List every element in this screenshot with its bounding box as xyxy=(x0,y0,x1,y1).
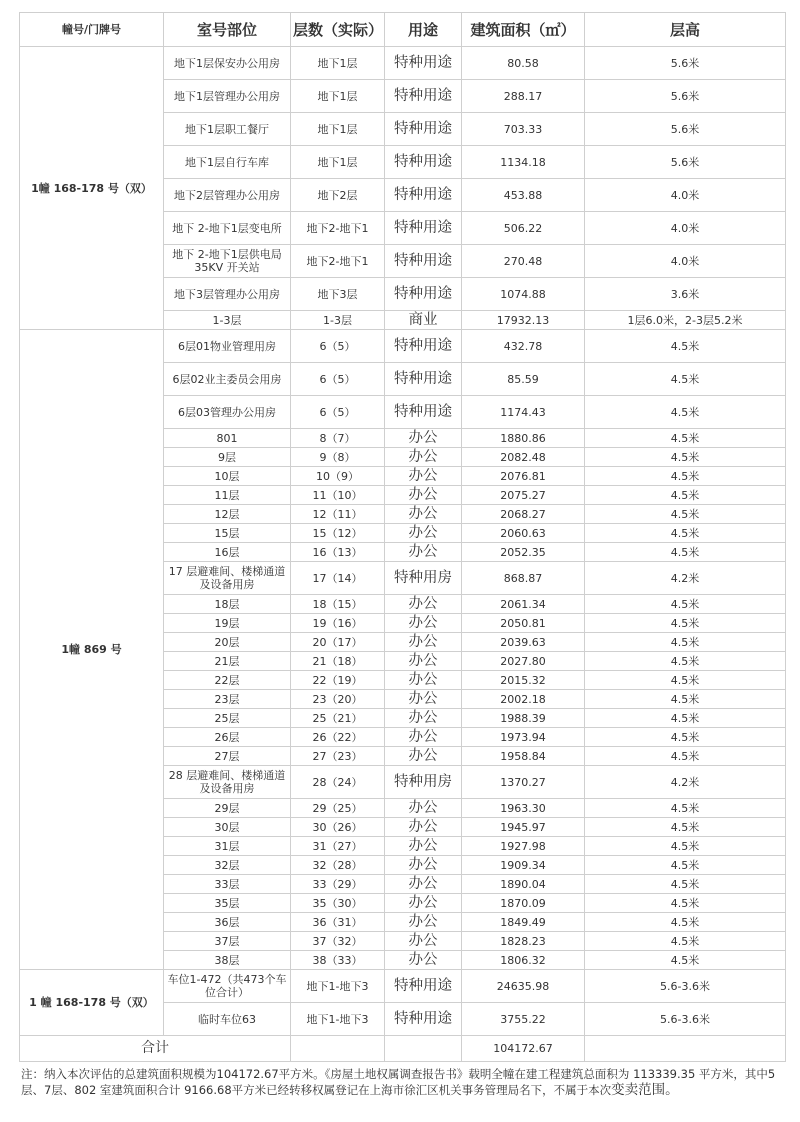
floor-cell: 36（31） xyxy=(291,913,385,932)
height-cell: 4.5米 xyxy=(585,396,786,429)
room-cell: 19层 xyxy=(164,614,291,633)
use-cell: 特种用途 xyxy=(385,146,462,179)
area-cell: 85.59 xyxy=(462,363,585,396)
use-cell: 特种用途 xyxy=(385,1003,462,1036)
room-cell: 地下1层保安办公用房 xyxy=(164,47,291,80)
floor-cell: 地下1层 xyxy=(291,113,385,146)
height-cell: 4.5米 xyxy=(585,747,786,766)
height-cell: 4.5米 xyxy=(585,429,786,448)
height-cell: 4.5米 xyxy=(585,690,786,709)
height-cell: 4.5米 xyxy=(585,894,786,913)
room-cell: 21层 xyxy=(164,652,291,671)
height-cell: 4.0米 xyxy=(585,245,786,278)
height-cell: 4.5米 xyxy=(585,543,786,562)
area-cell: 2027.80 xyxy=(462,652,585,671)
area-cell: 2076.81 xyxy=(462,467,585,486)
floor-cell: 6（5） xyxy=(291,396,385,429)
area-cell: 1958.84 xyxy=(462,747,585,766)
use-cell: 特种用途 xyxy=(385,113,462,146)
floor-cell: 地下1-地下3 xyxy=(291,970,385,1003)
room-cell: 38层 xyxy=(164,951,291,970)
room-cell: 6层02业主委员会用房 xyxy=(164,363,291,396)
area-cell: 80.58 xyxy=(462,47,585,80)
height-cell: 4.5米 xyxy=(585,818,786,837)
use-cell: 办公 xyxy=(385,818,462,837)
area-cell: 2061.34 xyxy=(462,595,585,614)
room-cell: 11层 xyxy=(164,486,291,505)
use-cell: 办公 xyxy=(385,747,462,766)
floor-cell: 28（24） xyxy=(291,766,385,799)
area-cell: 2039.63 xyxy=(462,633,585,652)
room-cell: 6层01物业管理用房 xyxy=(164,330,291,363)
room-cell: 35层 xyxy=(164,894,291,913)
height-cell: 4.5米 xyxy=(585,614,786,633)
use-cell: 商业 xyxy=(385,311,462,330)
floor-cell: 10（9） xyxy=(291,467,385,486)
use-cell: 办公 xyxy=(385,543,462,562)
total-area: 104172.67 xyxy=(462,1036,585,1062)
room-cell: 23层 xyxy=(164,690,291,709)
floor-cell: 地下2-地下1 xyxy=(291,245,385,278)
height-cell: 4.5米 xyxy=(585,799,786,818)
floor-cell: 32（28） xyxy=(291,856,385,875)
room-cell: 22层 xyxy=(164,671,291,690)
use-cell: 办公 xyxy=(385,875,462,894)
floor-cell: 16（13） xyxy=(291,543,385,562)
header-row xyxy=(20,13,786,47)
use-cell: 特种用途 xyxy=(385,970,462,1003)
header-room: 室号部位 xyxy=(164,13,291,47)
room-cell: 801 xyxy=(164,429,291,448)
room-cell: 临时车位63 xyxy=(164,1003,291,1036)
height-cell: 4.0米 xyxy=(585,212,786,245)
room-cell: 地下1层自行车库 xyxy=(164,146,291,179)
floor-cell: 30（26） xyxy=(291,818,385,837)
use-cell: 办公 xyxy=(385,709,462,728)
area-cell: 1074.88 xyxy=(462,278,585,311)
room-cell: 地下1层职工餐厅 xyxy=(164,113,291,146)
footnote-text: 注：纳入本次评估的总建筑面积规模为104172.67平方米。《房屋土地权属调查报告书》载明全幢在建工程建筑总面积为 113339.35 平方米，其中5层、7层、802 室建筑面积合计 9166.68平方米已经转移权属登记在上海市徐汇区机关事务管理局名下，不属于本次 xyxy=(21,1067,776,1097)
header-use: 用途 xyxy=(385,13,462,47)
area-cell: 3755.22 xyxy=(462,1003,585,1036)
area-cell: 1945.97 xyxy=(462,818,585,837)
use-cell: 特种用途 xyxy=(385,363,462,396)
area-cell: 2015.32 xyxy=(462,671,585,690)
floor-cell: 地下2层 xyxy=(291,179,385,212)
floor-cell: 地下2-地下1 xyxy=(291,212,385,245)
room-cell: 25层 xyxy=(164,709,291,728)
room-cell: 30层 xyxy=(164,818,291,837)
height-cell: 4.5米 xyxy=(585,856,786,875)
use-cell: 办公 xyxy=(385,932,462,951)
use-cell: 特种用途 xyxy=(385,396,462,429)
use-cell: 办公 xyxy=(385,837,462,856)
use-cell: 办公 xyxy=(385,690,462,709)
use-cell: 办公 xyxy=(385,614,462,633)
height-cell: 4.2米 xyxy=(585,766,786,799)
area-cell: 1134.18 xyxy=(462,146,585,179)
floor-cell: 地下1层 xyxy=(291,80,385,113)
floor-cell: 12（11） xyxy=(291,505,385,524)
height-cell: 3.6米 xyxy=(585,278,786,311)
header-building: 幢号/门牌号 xyxy=(20,13,164,47)
use-cell: 办公 xyxy=(385,448,462,467)
area-cell: 1973.94 xyxy=(462,728,585,747)
floor-cell: 27（23） xyxy=(291,747,385,766)
empty-cell xyxy=(291,1036,385,1062)
use-cell: 办公 xyxy=(385,913,462,932)
use-cell: 特种用途 xyxy=(385,330,462,363)
floor-cell: 9（8） xyxy=(291,448,385,467)
use-cell: 办公 xyxy=(385,595,462,614)
use-cell: 办公 xyxy=(385,467,462,486)
document xyxy=(19,12,785,1098)
height-cell: 4.5米 xyxy=(585,837,786,856)
area-cell: 2082.48 xyxy=(462,448,585,467)
height-cell: 5.6米 xyxy=(585,113,786,146)
height-cell: 5.6-3.6米 xyxy=(585,970,786,1003)
use-cell: 特种用途 xyxy=(385,245,462,278)
room-cell: 33层 xyxy=(164,875,291,894)
floor-cell: 15（12） xyxy=(291,524,385,543)
room-cell: 地下1层管理办公用房 xyxy=(164,80,291,113)
area-cell: 868.87 xyxy=(462,562,585,595)
area-cell: 17932.13 xyxy=(462,311,585,330)
height-cell: 4.5米 xyxy=(585,728,786,747)
area-cell: 1828.23 xyxy=(462,932,585,951)
area-cell: 1370.27 xyxy=(462,766,585,799)
floor-cell: 35（30） xyxy=(291,894,385,913)
use-cell: 办公 xyxy=(385,486,462,505)
use-cell: 办公 xyxy=(385,894,462,913)
floor-cell: 26（22） xyxy=(291,728,385,747)
room-cell: 20层 xyxy=(164,633,291,652)
floor-cell: 38（33） xyxy=(291,951,385,970)
height-cell: 4.5米 xyxy=(585,486,786,505)
floor-cell: 22（19） xyxy=(291,671,385,690)
room-cell: 17 层避难间、楼梯通道及设备用房 xyxy=(164,562,291,595)
room-cell: 36层 xyxy=(164,913,291,932)
floor-cell: 1-3层 xyxy=(291,311,385,330)
header-area: 建筑面积（㎡） xyxy=(462,13,585,47)
area-cell: 703.33 xyxy=(462,113,585,146)
area-cell: 432.78 xyxy=(462,330,585,363)
room-cell: 32层 xyxy=(164,856,291,875)
room-cell: 地下2层管理办公用房 xyxy=(164,179,291,212)
header-floor: 层数（实际） xyxy=(291,13,385,47)
height-cell: 4.5米 xyxy=(585,363,786,396)
height-cell: 4.5米 xyxy=(585,448,786,467)
use-cell: 特种用房 xyxy=(385,562,462,595)
room-cell: 9层 xyxy=(164,448,291,467)
room-cell: 18层 xyxy=(164,595,291,614)
floor-cell: 地下1层 xyxy=(291,146,385,179)
use-cell: 办公 xyxy=(385,799,462,818)
area-cell: 270.48 xyxy=(462,245,585,278)
height-cell: 4.5米 xyxy=(585,467,786,486)
room-cell: 6层03管理办公用房 xyxy=(164,396,291,429)
room-cell: 1-3层 xyxy=(164,311,291,330)
height-cell: 5.6-3.6米 xyxy=(585,1003,786,1036)
height-cell: 4.5米 xyxy=(585,652,786,671)
height-cell: 4.0米 xyxy=(585,179,786,212)
height-cell: 5.6米 xyxy=(585,146,786,179)
use-cell: 办公 xyxy=(385,951,462,970)
room-cell: 26层 xyxy=(164,728,291,747)
floor-cell: 6（5） xyxy=(291,363,385,396)
area-cell: 2075.27 xyxy=(462,486,585,505)
height-cell: 4.5米 xyxy=(585,913,786,932)
area-cell: 453.88 xyxy=(462,179,585,212)
total-label: 合计 xyxy=(20,1036,291,1062)
floor-cell: 6（5） xyxy=(291,330,385,363)
area-cell: 1890.04 xyxy=(462,875,585,894)
floor-cell: 20（17） xyxy=(291,633,385,652)
room-cell: 31层 xyxy=(164,837,291,856)
building-cell: 1幢 869 号 xyxy=(20,330,164,970)
area-cell: 1880.86 xyxy=(462,429,585,448)
empty-cell xyxy=(585,1036,786,1062)
area-cell: 1174.43 xyxy=(462,396,585,429)
use-cell: 特种用途 xyxy=(385,278,462,311)
area-cell: 2060.63 xyxy=(462,524,585,543)
area-cell: 2052.35 xyxy=(462,543,585,562)
area-table xyxy=(19,12,786,1062)
floor-cell: 地下3层 xyxy=(291,278,385,311)
area-cell: 2050.81 xyxy=(462,614,585,633)
use-cell: 特种用途 xyxy=(385,47,462,80)
area-cell: 1963.30 xyxy=(462,799,585,818)
floor-cell: 19（16） xyxy=(291,614,385,633)
area-cell: 506.22 xyxy=(462,212,585,245)
room-cell: 12层 xyxy=(164,505,291,524)
room-cell: 地下 2-地下1层供电局35KV 开关站 xyxy=(164,245,291,278)
building-cell: 1 幢 168-178 号（双） xyxy=(20,970,164,1036)
area-cell: 1927.98 xyxy=(462,837,585,856)
floor-cell: 8（7） xyxy=(291,429,385,448)
use-cell: 办公 xyxy=(385,524,462,543)
area-cell: 1988.39 xyxy=(462,709,585,728)
floor-cell: 29（25） xyxy=(291,799,385,818)
floor-cell: 地下1-地下3 xyxy=(291,1003,385,1036)
floor-cell: 37（32） xyxy=(291,932,385,951)
room-cell: 10层 xyxy=(164,467,291,486)
area-cell: 1806.32 xyxy=(462,951,585,970)
table-row xyxy=(20,970,786,1003)
floor-cell: 地下1层 xyxy=(291,47,385,80)
room-cell: 27层 xyxy=(164,747,291,766)
height-cell: 4.5米 xyxy=(585,505,786,524)
height-cell: 4.5米 xyxy=(585,932,786,951)
use-cell: 办公 xyxy=(385,505,462,524)
use-cell: 办公 xyxy=(385,429,462,448)
floor-cell: 33（29） xyxy=(291,875,385,894)
empty-cell xyxy=(385,1036,462,1062)
height-cell: 4.2米 xyxy=(585,562,786,595)
room-cell: 15层 xyxy=(164,524,291,543)
room-cell: 16层 xyxy=(164,543,291,562)
room-cell: 地下3层管理办公用房 xyxy=(164,278,291,311)
building-cell: 1幢 168-178 号（双） xyxy=(20,47,164,330)
height-cell: 5.6米 xyxy=(585,80,786,113)
footnote xyxy=(19,1062,785,1098)
area-cell: 1870.09 xyxy=(462,894,585,913)
footnote-tail: 变卖范围。 xyxy=(611,1082,679,1098)
area-cell: 1849.49 xyxy=(462,913,585,932)
table-row xyxy=(20,330,786,363)
room-cell: 29层 xyxy=(164,799,291,818)
floor-cell: 17（14） xyxy=(291,562,385,595)
table-row xyxy=(20,47,786,80)
room-cell: 地下 2-地下1层变电所 xyxy=(164,212,291,245)
area-cell: 288.17 xyxy=(462,80,585,113)
floor-cell: 23（20） xyxy=(291,690,385,709)
area-cell: 1909.34 xyxy=(462,856,585,875)
floor-cell: 25（21） xyxy=(291,709,385,728)
floor-cell: 31（27） xyxy=(291,837,385,856)
height-cell: 4.5米 xyxy=(585,595,786,614)
height-cell: 4.5米 xyxy=(585,330,786,363)
area-cell: 2068.27 xyxy=(462,505,585,524)
use-cell: 办公 xyxy=(385,856,462,875)
use-cell: 办公 xyxy=(385,652,462,671)
use-cell: 特种用房 xyxy=(385,766,462,799)
header-height: 层高 xyxy=(585,13,786,47)
use-cell: 特种用途 xyxy=(385,179,462,212)
area-cell: 2002.18 xyxy=(462,690,585,709)
table-body xyxy=(20,47,786,1062)
height-cell: 4.5米 xyxy=(585,951,786,970)
height-cell: 5.6米 xyxy=(585,47,786,80)
use-cell: 办公 xyxy=(385,728,462,747)
floor-cell: 11（10） xyxy=(291,486,385,505)
total-row xyxy=(20,1036,786,1062)
floor-cell: 18（15） xyxy=(291,595,385,614)
height-cell: 4.5米 xyxy=(585,671,786,690)
room-cell: 车位1-472（共473个车位合计） xyxy=(164,970,291,1003)
room-cell: 28 层避难间、楼梯通道及设备用房 xyxy=(164,766,291,799)
height-cell: 4.5米 xyxy=(585,875,786,894)
room-cell: 37层 xyxy=(164,932,291,951)
use-cell: 特种用途 xyxy=(385,80,462,113)
use-cell: 特种用途 xyxy=(385,212,462,245)
height-cell: 4.5米 xyxy=(585,633,786,652)
height-cell: 4.5米 xyxy=(585,709,786,728)
height-cell: 4.5米 xyxy=(585,524,786,543)
area-cell: 24635.98 xyxy=(462,970,585,1003)
use-cell: 办公 xyxy=(385,671,462,690)
floor-cell: 21（18） xyxy=(291,652,385,671)
height-cell: 1层6.0米，2-3层5.2米 xyxy=(585,311,786,330)
use-cell: 办公 xyxy=(385,633,462,652)
